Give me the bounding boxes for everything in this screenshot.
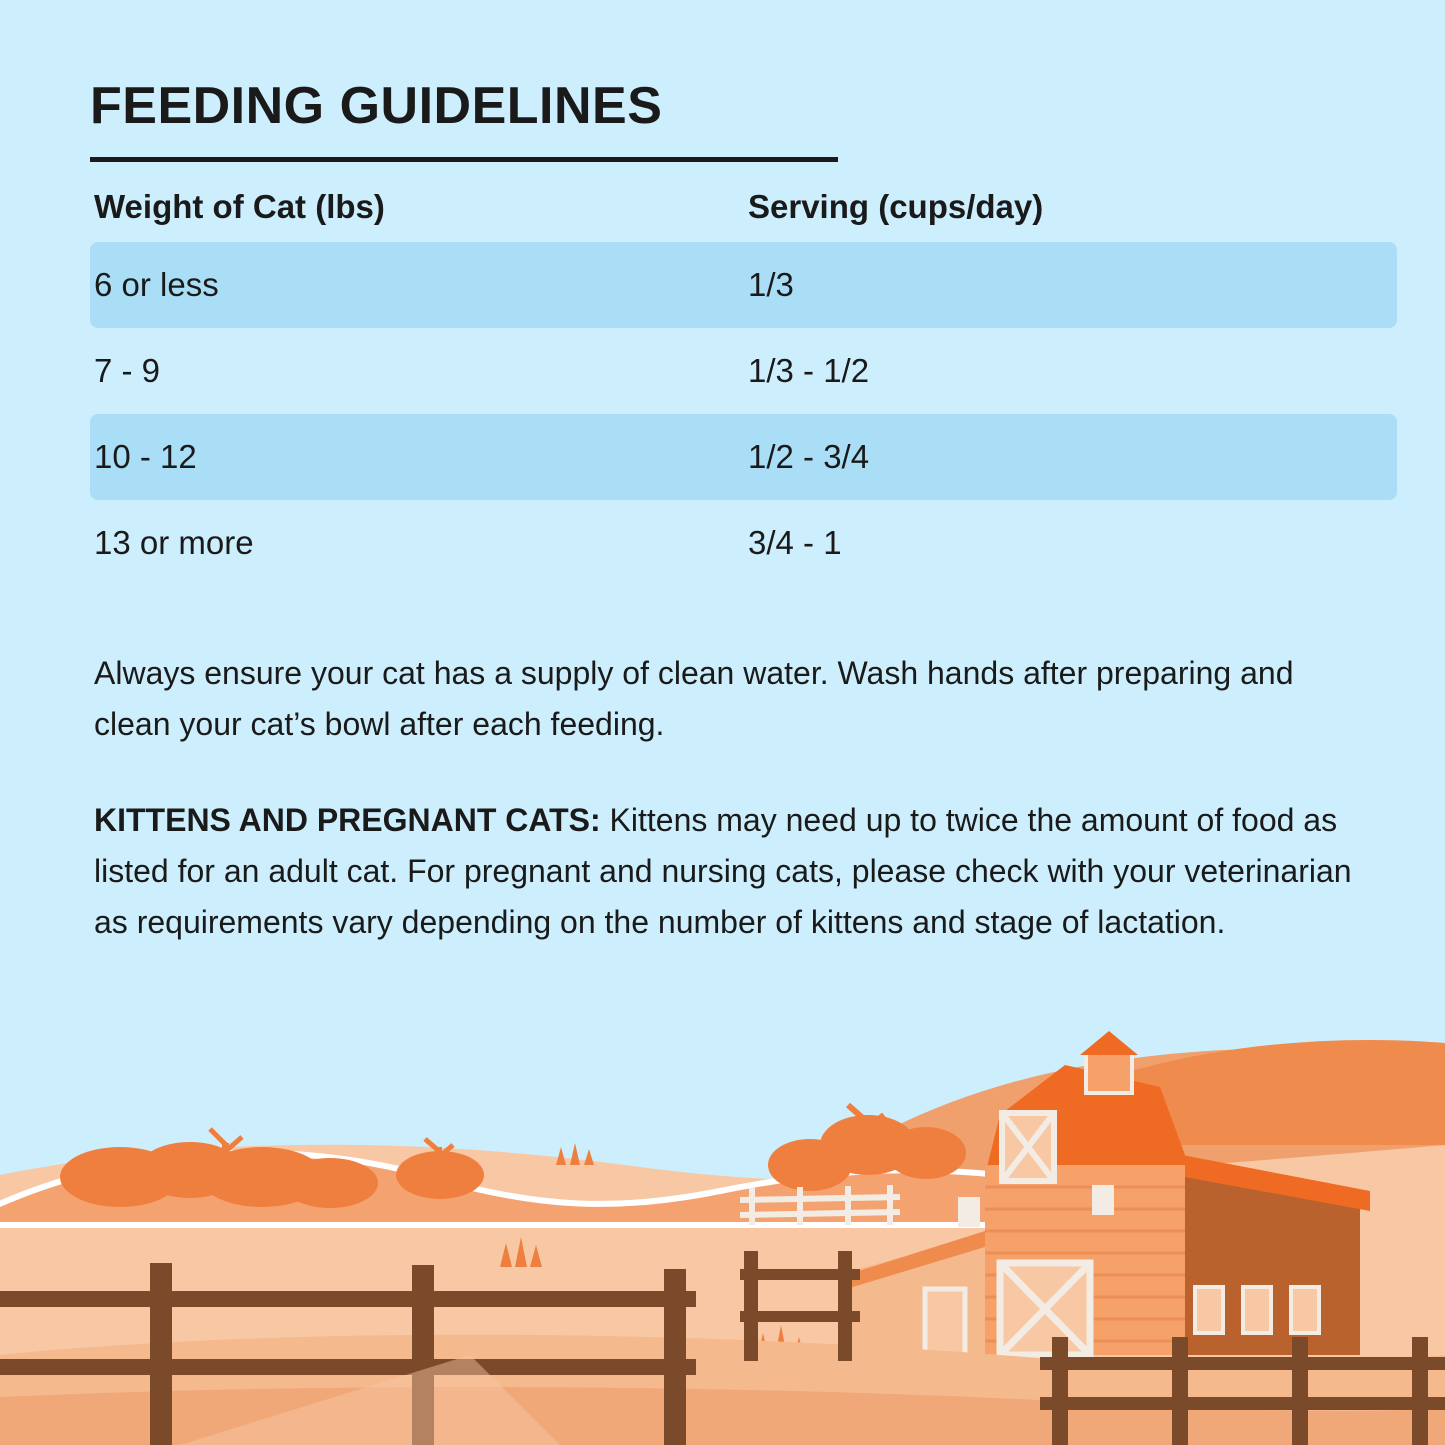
cell-serving: 3/4 - 1 (748, 524, 842, 562)
cell-weight: 7 - 9 (94, 352, 161, 390)
cell-weight: 13 or more (94, 524, 254, 562)
title-underline (90, 157, 838, 162)
farm-illustration (0, 1025, 1445, 1445)
feeding-guidelines-section (90, 78, 1390, 948)
cell-serving: 1/3 - 1/2 (748, 352, 870, 390)
kittens-note-label: KITTENS AND PREGNANT CATS: (94, 801, 601, 838)
column-header-weight: Weight of Cat (lbs) (94, 188, 385, 226)
water-note: Always ensure your cat has a supply of clean water. Wash hands after preparing and clean your cat’s bowl after each feeding. (94, 655, 1294, 743)
kittens-note-text: Kittens may need up to twice the amount of food as listed for an adult cat. For pregnant and nursing cats, please check with your veterinarian as requirements vary depending on the number of kittens and stage of lactation. (94, 801, 1352, 940)
page-title: FEEDING GUIDELINES (90, 77, 663, 135)
cell-serving: 1/3 (748, 242, 1397, 328)
cell-weight: 6 or less (90, 242, 748, 328)
table-row (90, 414, 1397, 500)
farm-scene-svg (0, 1025, 1445, 1445)
cell-weight: 10 - 12 (90, 414, 748, 500)
feeding-table (90, 176, 1397, 586)
table-header-row (90, 176, 1397, 242)
barn-side-windows (1195, 1287, 1319, 1333)
column-header-serving: Serving (cups/day) (748, 188, 1044, 226)
shed-door (925, 1289, 965, 1355)
barn-main-door (1000, 1263, 1090, 1355)
barn-cupola (1080, 1031, 1138, 1093)
cell-serving: 1/2 - 3/4 (748, 414, 1397, 500)
kittens-note (90, 795, 1374, 949)
table-row (90, 500, 1397, 586)
barn-loft-door (1002, 1113, 1054, 1181)
tree-cluster-left (60, 1129, 484, 1208)
table-row (90, 242, 1397, 328)
table-row (90, 328, 1397, 414)
